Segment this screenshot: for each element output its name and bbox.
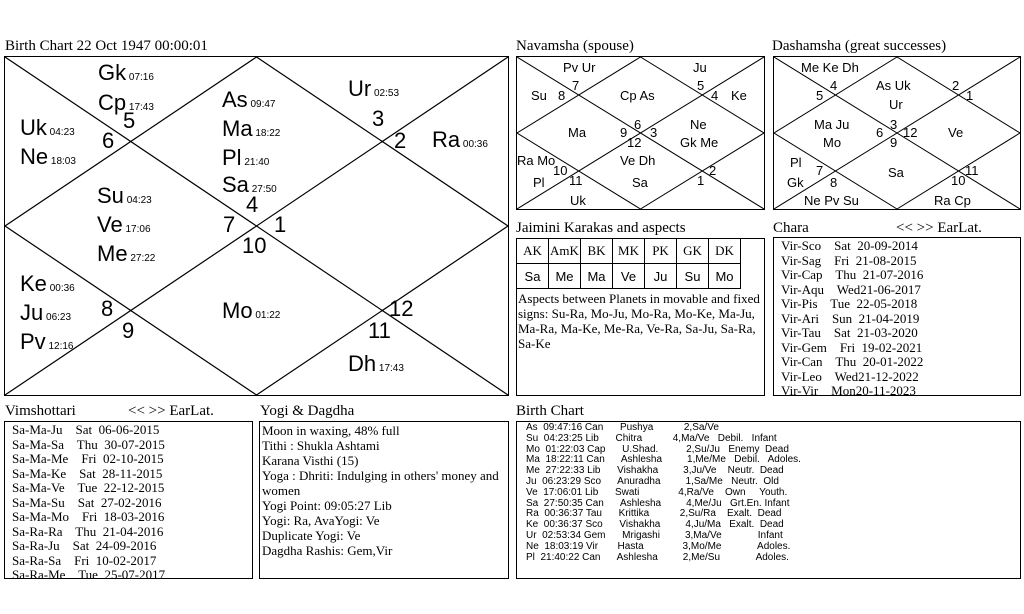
dashamsha-planets: Ma Ju bbox=[814, 117, 850, 132]
navamsha-planets: Cp As bbox=[620, 88, 655, 103]
dasha-row[interactable]: Sa-Ma-Ju Sat 06-06-2015 bbox=[12, 422, 160, 437]
yogi-title: Yogi & Dagdha bbox=[260, 403, 355, 419]
navamsha-planets: Ju bbox=[693, 60, 707, 75]
karaka-table bbox=[516, 238, 741, 289]
navamsha-house-number: 11 bbox=[569, 173, 583, 188]
planet-name: Ne bbox=[20, 144, 49, 169]
birth-table-row: Ju 06:23:29 Sco Anuradha 1,Sa/Me Neutr. Old bbox=[526, 475, 779, 487]
yogi-line: Moon in waxing, 48% full bbox=[262, 423, 400, 438]
planet-name: Gk bbox=[98, 60, 127, 85]
yogi-line: Duplicate Yogi: Ve bbox=[262, 528, 361, 543]
yogi-line: Karana Visthi (15) bbox=[262, 453, 359, 468]
planet-name: Dh bbox=[348, 351, 377, 376]
dashamsha-planets: Ne Pv Su bbox=[804, 193, 859, 208]
birth-chart-title: Birth Chart 22 Oct 1947 00:00:01 bbox=[5, 38, 208, 54]
chara-row[interactable]: Vir-Gem Fri 19-02-2021 bbox=[781, 339, 923, 355]
navamsha-planets: Gk Me bbox=[680, 135, 719, 150]
vimshottari-nav[interactable]: << >> EarLat. bbox=[128, 403, 214, 419]
dasha-row[interactable]: Sa-Ma-Su Sat 27-02-2016 bbox=[12, 494, 162, 510]
planet-degree: 04:23 bbox=[46, 127, 75, 138]
planet-name: Uk bbox=[20, 115, 47, 140]
planet-name: Ke bbox=[20, 271, 47, 296]
planet-name: Ra bbox=[432, 127, 461, 152]
navamsha-planets: Ne bbox=[690, 117, 707, 132]
dashamsha-house-number: 6 bbox=[876, 125, 884, 140]
navamsha-house-number: 3 bbox=[650, 125, 658, 140]
navamsha-planets: Ma bbox=[568, 125, 587, 140]
house-number: 9 bbox=[122, 318, 135, 343]
birth-table-row: Mo 01:22:03 Cap U.Shad. 2,Su/Ju Enemy Dead bbox=[526, 443, 789, 455]
planet-degree: 09:47 bbox=[247, 99, 276, 110]
birth-table-row: Ra 00:36:37 Tau Krittika 2,Su/Ra Exalt. Dead bbox=[526, 508, 782, 520]
dashamsha-house-number: 12 bbox=[903, 125, 918, 140]
birth-table-row: Pl 21:40:22 Can Ashlesha 2,Me/Su Adoles. bbox=[526, 551, 789, 563]
karaka-value: Me bbox=[549, 264, 581, 289]
karaka-value: Ju bbox=[645, 264, 677, 289]
chara-row[interactable]: Vir-Can Thu 20-01-2022 bbox=[781, 354, 924, 369]
navamsha-house-number: 12 bbox=[627, 135, 642, 150]
dashamsha-planets: Ra Cp bbox=[934, 193, 971, 208]
dasha-row[interactable]: Sa-Ra-Ju Sat 24-09-2016 bbox=[12, 538, 157, 553]
planet-name: Sa bbox=[222, 172, 249, 197]
navamsha-house-number: 8 bbox=[558, 88, 566, 103]
yogi-line: Yoga : Dhriti: Indulging in others' money and women bbox=[262, 468, 499, 498]
navamsha-house-number: 4 bbox=[711, 88, 719, 103]
planet-name: Ju bbox=[20, 300, 44, 325]
dasha-row[interactable]: Sa-Ma-Mo Fri 18-03-2016 bbox=[12, 509, 165, 524]
dashamsha-house-number: 10 bbox=[951, 173, 966, 188]
dashamsha-house-number: 9 bbox=[890, 135, 898, 150]
navamsha-planets: Pl bbox=[533, 175, 545, 190]
navamsha-planets: Sa bbox=[632, 175, 648, 190]
house-number: 12 bbox=[389, 296, 414, 321]
planet-name: Su bbox=[97, 183, 124, 208]
house-number: 7 bbox=[223, 212, 236, 237]
yogi-line: Tithi : Shukla Ashtami bbox=[262, 438, 380, 453]
dashamsha-house-number: 4 bbox=[830, 78, 838, 93]
planet-degree: 00:36 bbox=[46, 283, 75, 294]
dashamsha-planets: Sa bbox=[888, 165, 904, 180]
chara-row[interactable]: Vir-Leo Wed21-12-2022 bbox=[781, 368, 919, 384]
chara-row[interactable]: Vir-Pis Tue 22-05-2018 bbox=[781, 296, 918, 311]
planet-name: Me bbox=[97, 241, 128, 266]
dashamsha-planets: Ur bbox=[889, 97, 903, 112]
chara-row[interactable]: Vir-Vir Mon20-11-2023 bbox=[781, 383, 916, 398]
karaka-header: MK bbox=[613, 239, 645, 264]
planet-ma bbox=[222, 116, 280, 142]
birth-table-row: Ne 18:03:19 Vir Hasta 3,Mo/Me Adoles. bbox=[526, 540, 791, 552]
birth-table-row: Sa 27:50:35 Can Ashlesha 4,Me/Ju Grt.En. Infant bbox=[526, 497, 790, 509]
house-number: 11 bbox=[368, 318, 391, 343]
dasha-row[interactable]: Sa-Ra-Me Tue 25-07-2017 bbox=[12, 567, 166, 582]
house-number: 2 bbox=[394, 128, 407, 153]
karaka-header: DK bbox=[709, 239, 741, 264]
navamsha-title: Navamsha (spouse) bbox=[516, 38, 634, 54]
dashamsha-house-number: 3 bbox=[890, 117, 898, 132]
house-number: 10 bbox=[242, 233, 267, 258]
vimshottari-title: Vimshottari bbox=[5, 403, 76, 419]
dashamsha-house-number: 8 bbox=[830, 175, 838, 190]
planet-pl bbox=[222, 145, 269, 171]
house-number: 5 bbox=[123, 108, 136, 133]
planet-degree: 00:36 bbox=[460, 139, 488, 150]
planet-degree: 07:16 bbox=[126, 72, 154, 83]
planet-me bbox=[97, 241, 155, 267]
yogi-line: Yogi: Ra, AvaYogi: Ve bbox=[262, 513, 380, 528]
planet-degree: 17:43 bbox=[376, 363, 404, 374]
planet-su bbox=[97, 183, 152, 209]
planet-pv bbox=[20, 329, 74, 355]
navamsha-house-number: 2 bbox=[709, 163, 717, 178]
planet-degree: 27:22 bbox=[127, 253, 156, 264]
planet-as bbox=[222, 87, 276, 113]
navamsha-planets: Ve Dh bbox=[620, 153, 656, 168]
birth-table-row: Ve 17:06:01 Lib Swati 4,Ra/Ve Own Youth. bbox=[526, 486, 788, 498]
planet-name: Ve bbox=[97, 212, 123, 237]
planet-ra bbox=[432, 127, 488, 153]
navamsha-planets: Pv Ur bbox=[563, 60, 596, 75]
dashamsha-house-number: 11 bbox=[965, 163, 979, 178]
house-number: 3 bbox=[372, 106, 385, 131]
dasha-row[interactable]: Sa-Ma-Sa Thu 30-07-2015 bbox=[12, 436, 165, 452]
planet-degree: 06:23 bbox=[43, 312, 72, 323]
planet-mo bbox=[222, 298, 280, 324]
karaka-header: AmK bbox=[549, 239, 581, 264]
birth-table-title: Birth Chart bbox=[516, 403, 584, 419]
planet-degree: 01:22 bbox=[252, 310, 281, 321]
dashamsha-planets: Me Ke Dh bbox=[801, 60, 859, 75]
dashamsha-planets: Ve bbox=[948, 125, 964, 140]
planet-degree: 02:53 bbox=[371, 88, 400, 99]
chara-row[interactable]: Vir-Aqu Wed21-06-2017 bbox=[781, 281, 921, 297]
chara-row[interactable]: Vir-Cap Thu 21-07-2016 bbox=[781, 267, 924, 282]
planet-ur bbox=[348, 76, 399, 102]
planet-degree: 04:23 bbox=[123, 195, 152, 206]
dashamsha-house-number: 1 bbox=[966, 88, 974, 103]
dashamsha-house-number: 5 bbox=[816, 88, 824, 103]
planet-degree: 17:06 bbox=[122, 224, 151, 235]
dasha-row[interactable]: Sa-Ma-Ve Tue 22-12-2015 bbox=[12, 480, 165, 495]
dashamsha-planets: As Uk bbox=[876, 78, 911, 93]
planet-degree: 27:50 bbox=[248, 184, 277, 195]
navamsha-planets: Su bbox=[531, 88, 547, 103]
navamsha-house-number: 5 bbox=[697, 78, 705, 93]
navamsha-planets: Ke bbox=[731, 88, 747, 103]
chara-list bbox=[781, 239, 923, 399]
birth-table-row: Ma 18:22:11 Can Ashlesha 1,Me/Me Debil. Adoles. bbox=[526, 454, 801, 466]
karaka-header: GK bbox=[677, 239, 709, 264]
planet-degree: 12:16 bbox=[45, 341, 74, 352]
dashamsha-house-number: 7 bbox=[816, 163, 824, 178]
jaimini-title: Jaimini Karakas and aspects bbox=[516, 220, 686, 236]
planet-name: Pl bbox=[222, 145, 242, 170]
planet-dh bbox=[348, 351, 404, 377]
navamsha-planets: Ra Mo bbox=[517, 153, 556, 168]
yogi-list bbox=[262, 423, 508, 558]
planet-ju bbox=[20, 300, 71, 326]
birth-table-row: Me 27:22:33 Lib Vishakha 3,Ju/Ve Neutr. Dead bbox=[526, 465, 784, 477]
house-number: 8 bbox=[101, 296, 114, 321]
navamsha-planets: Uk bbox=[570, 193, 586, 208]
karaka-header: PK bbox=[645, 239, 677, 264]
chara-row[interactable]: Vir-Sag Fri 21-08-2015 bbox=[781, 252, 917, 268]
planet-name: Pv bbox=[20, 329, 46, 354]
karaka-header: AK bbox=[517, 239, 549, 264]
planet-ne bbox=[20, 144, 76, 170]
karaka-value: Mo bbox=[709, 264, 741, 289]
dasha-row[interactable]: Sa-Ra-Ra Thu 21-04-2016 bbox=[12, 523, 164, 539]
navamsha-house-number: 6 bbox=[634, 117, 642, 132]
yogi-line: Yogi Point: 09:05:27 Lib bbox=[262, 498, 392, 513]
karaka-header: BK bbox=[581, 239, 613, 264]
planet-name: Cp bbox=[98, 90, 127, 115]
planet-ve bbox=[97, 212, 151, 238]
planet-gk bbox=[98, 60, 154, 86]
planet-name: As bbox=[222, 87, 248, 112]
dashamsha-title: Dashamsha (great successes) bbox=[772, 38, 947, 54]
house-number: 1 bbox=[274, 212, 287, 237]
planet-ke bbox=[20, 271, 75, 297]
karaka-value: Su bbox=[677, 264, 709, 289]
karaka-value: Sa bbox=[517, 264, 549, 289]
planet-degree: 18:03 bbox=[48, 156, 76, 167]
yogi-line: Dagdha Rashis: Gem,Vir bbox=[262, 543, 393, 558]
birth-table-row: Su 04:23:25 Lib Chitra 4,Ma/Ve Debil. Infant bbox=[526, 432, 777, 444]
dashamsha-planets: Mo bbox=[823, 135, 842, 150]
navamsha-house-number: 10 bbox=[553, 163, 568, 178]
dasha-row[interactable]: Sa-Ra-Sa Fri 10-02-2017 bbox=[12, 552, 157, 568]
planet-degree: 17:43 bbox=[126, 102, 154, 113]
birth-table-row: Ur 02:53:34 Gem Mrigashi 3,Ma/Ve Infant bbox=[526, 529, 783, 541]
planet-uk bbox=[20, 115, 75, 141]
planet-degree: 18:22 bbox=[252, 128, 281, 139]
karaka-value: Ve bbox=[613, 264, 645, 289]
dasha-row[interactable]: Sa-Ma-Ke Sat 28-11-2015 bbox=[12, 465, 163, 481]
vimshottari-list bbox=[12, 423, 165, 583]
birth-table-rows bbox=[526, 423, 801, 563]
navamsha-house-number: 1 bbox=[697, 173, 705, 188]
planet-degree: 21:40 bbox=[241, 157, 270, 168]
navamsha-house-number: 7 bbox=[572, 78, 580, 93]
chara-title: Chara bbox=[773, 220, 809, 236]
chara-row[interactable]: Vir-Sco Sat 20-09-2014 bbox=[781, 238, 918, 253]
aspects-text: Aspects between Planets in movable and fixed signs: Su-Ra, Mo-Ju, Mo-Ra, Mo-Ke, Ma-Ju, Ma-Ra, Ma-Ke, Me-Ra, Ve-Ra, Sa-Ju, Sa-Ra, Sa-Ke bbox=[518, 291, 760, 351]
house-number: 4 bbox=[246, 192, 259, 217]
dashamsha-planets: Pl bbox=[790, 155, 802, 170]
birth-table-row: Ke 00:36:37 Sco Vishakha 4,Ju/Ma Exalt. Dead bbox=[526, 519, 784, 531]
chara-row[interactable]: Vir-Ari Sun 21-04-2019 bbox=[781, 310, 920, 326]
birth-table-row: As 09:47:16 Can Pushya 2,Sa/Ve bbox=[526, 422, 719, 433]
dasha-row[interactable]: Sa-Ma-Me Fri 02-10-2015 bbox=[12, 451, 164, 466]
karaka-value: Ma bbox=[581, 264, 613, 289]
planet-name: Ur bbox=[348, 76, 372, 101]
planet-name: Ma bbox=[222, 116, 253, 141]
navamsha-house-number: 9 bbox=[620, 125, 628, 140]
dashamsha-house-number: 2 bbox=[952, 78, 960, 93]
house-number: 6 bbox=[102, 128, 115, 153]
dashamsha-planets: Gk bbox=[787, 175, 804, 190]
chara-row[interactable]: Vir-Tau Sat 21-03-2020 bbox=[781, 325, 918, 340]
planet-name: Mo bbox=[222, 298, 253, 323]
chara-nav[interactable]: << >> EarLat. bbox=[896, 220, 982, 236]
